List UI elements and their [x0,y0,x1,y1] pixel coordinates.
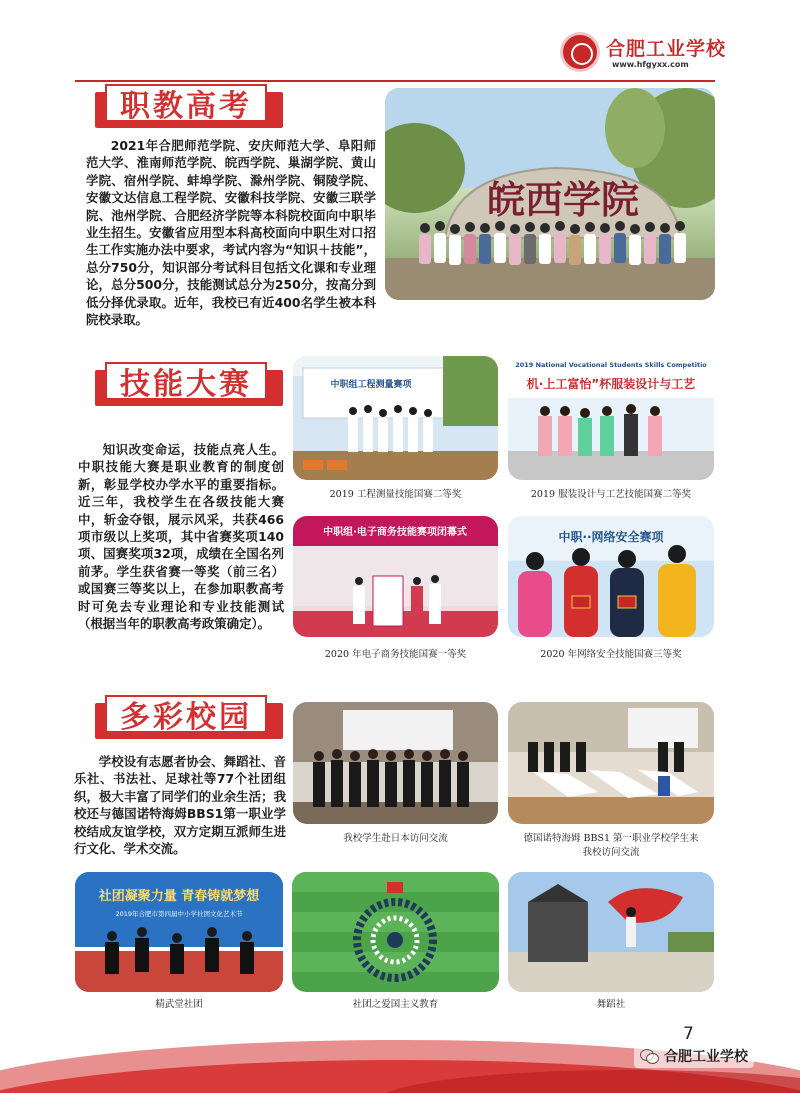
caption-fashion-award: 2019 服装设计与工艺技能国赛二等奖 [530,489,692,500]
photo-martial-banner: 社团凝聚力量 青春铸就梦想 [98,889,260,904]
caption-patriotic-education: 社团之爱国主义教育 [352,999,439,1010]
school-website: www.hfgyxx.com [612,60,689,69]
caption-surveying-award: 2019 工程测量技能国赛二等奖 [329,489,462,500]
photo-cybersecurity-banner: 中职··网络安全赛项 [558,530,664,544]
section-title-exam [95,84,285,128]
photo-fashion-banner: 机·上工富怡”杯服装设计与工艺 [526,377,696,391]
wechat-account: 合肥工业学校 [664,1049,748,1065]
photo-dance-club [508,872,714,992]
photo-ecommerce-banner: 中职组·电子商务技能赛项闭幕式 [323,527,467,538]
photo-wanxi-group [385,88,715,300]
photo-patriotic-education [292,872,499,992]
photo-germany-visit [508,702,714,824]
exam-paragraph: 2021年合肥师范学院、安庆师范大学、阜阳师范大学、淮南师范学院、皖西学院、巢湖学院、黄山学院、宿州学院、蚌埠学院、滁州学院、铜陵学院、安徽文达信息工程学院、安徽科技学院、安徽三联学院、池州学院、合肥经济学院等本科院校面向中职毕业生招生。安徽省应用型本科高校面向中职生对口招生工作实施办法中要求，考试内容为“知识＋技能”，总分750分，知识部分考试科目包括文化课和专业理论，总分500分，技能测试总分为250分，按高分到低分择优录取。近年，我校已有近400名学生被本科院校录取。 [86,138,376,328]
caption-dance-club: 舞蹈社 [596,999,626,1010]
skills-paragraph: 知识改变命运，技能点亮人生。中职技能大赛是职业教育的制度创新，彰显学校办学水平的重要指标。近三年，我校学生在各级技能大赛中，斩金夺银，展示风采，共获466项市级以上奖项，其中省赛奖项140项、国赛奖项32项，成绩在全国名列前茅。学生获省赛一等奖（前三名）或国赛三等奖以上，在参加职教高考时可免去专业理论和专业技能测试（根据当年的职教高考政策确定）。 [78,442,284,632]
school-logo [560,32,727,76]
caption-cybersecurity-award: 2020 年网络安全技能国赛三等奖 [540,649,682,660]
photo-cybersecurity-award [508,516,714,637]
page-number: 7 [683,1024,694,1044]
school-name: 合肥工业学校 [606,38,727,60]
photo-ecommerce-award [293,516,498,637]
photo-fashion-banner-top: 2019 National Vocational Students Skills Competitio [515,361,707,369]
photo-wanxi-group-graphic [385,88,715,300]
section-title-exam-text: 职教高考 [105,84,267,122]
wechat-icon [640,1049,658,1063]
photo-surveying-banner: 中职组工程测量赛项 [330,380,412,390]
section-title-skills-text: 技能大赛 [105,362,267,400]
caption-germany-visit-line2: 我校访问交流 [582,847,640,858]
campus-paragraph: 学校设有志愿者协会、舞蹈社、音乐社、书法社、足球社等77个社团组织，极大丰富了同学们的业余生活；我校还与德国诺特海姆BBS1第一职业学校结成友谊学校，双方定期互派师生进行文化、学术交流。 [74,754,286,857]
photo-surveying-award [293,356,498,480]
section-title-campus-text: 多彩校园 [105,695,267,733]
section-title-skills [95,362,285,406]
photo-wanxi-stone-text: 皖西学院 [486,177,640,222]
caption-martial-arts-club: 精武堂社团 [155,999,203,1010]
caption-japan-visit: 我校学生赴日本访问交流 [343,833,448,844]
photo-fashion-award [508,356,714,480]
wechat-watermark [634,1044,754,1068]
section-title-campus [95,695,285,739]
caption-ecommerce-award: 2020 年电子商务技能国赛一等奖 [324,649,467,660]
photo-martial-banner-sub: 2019年合肥市第四届中小学社团文化艺术节 [115,910,243,918]
caption-germany-visit-line1: 德国诺特海姆 BBS1 第一职业学校学生来 [523,833,699,844]
photo-martial-arts-club [75,872,283,992]
photo-japan-visit [293,702,498,824]
school-seal-icon [560,32,600,72]
